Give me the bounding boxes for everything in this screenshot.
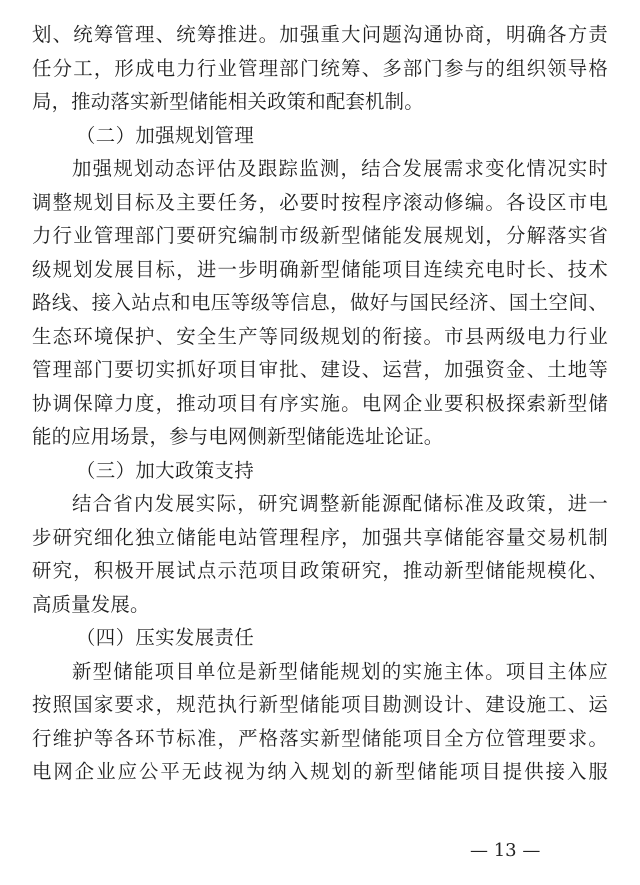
page-number: — 13 —: [470, 840, 541, 861]
text-line: 按照国家要求，规范执行新型储能项目勘测设计、建设施工、运: [32, 693, 608, 716]
text-line: 行维护等各环节标准，严格落实新型储能项目全方位管理要求。: [32, 726, 608, 750]
text-line: 生态环境保护、安全生产等同级规划的衔接。市县两级电力行业: [32, 324, 608, 348]
text-line: 划、统筹管理、统筹推进。加强重大问题沟通协商，明确各方责: [32, 23, 608, 46]
text-line: 能的应用场景，参与电网侧新型储能选址论证。: [32, 425, 444, 448]
text-line: 高质量发展。: [32, 592, 150, 616]
section-heading-2: （二）加强规划管理: [76, 123, 255, 147]
text-line: 新型储能项目单位是新型储能规划的实施主体。项目主体应: [72, 659, 608, 683]
section-heading-4: （四）压实发展责任: [76, 626, 255, 649]
paragraph-intro: [32, 18, 608, 119]
text-line: 级规划发展目标，进一步明确新型储能项目连续充电时长、技术: [32, 257, 608, 281]
section-heading-3: （三）加大政策支持: [76, 458, 255, 482]
text-line: 结合省内发展实际，研究调整新能源配储标准及政策，进一: [72, 492, 608, 515]
text-line: 协调保障力度，推动项目有序实施。电网企业要积极探索新型储: [32, 391, 608, 415]
text-line: 加强规划动态评估及跟踪监测，结合发展需求变化情况实时: [72, 157, 608, 180]
document-body: [32, 18, 608, 789]
text-line: 力行业管理部门要研究编制市级新型储能发展规划，分解落实省: [32, 224, 608, 247]
text-line: 研究，积极开展试点示范项目政策研究，推动新型储能规模化、: [32, 559, 608, 582]
text-line: 局，推动落实新型储能相关政策和配套机制。: [32, 90, 424, 113]
text-line: 电网企业应公平无歧视为纳入规划的新型储能项目提供接入服: [32, 760, 608, 783]
text-line: 调整规划目标及主要任务，必要时按程序滚动修编。各设区市电: [32, 190, 608, 214]
text-line: 任分工，形成电力行业管理部门统筹、多部门参与的组织领导格: [32, 56, 608, 80]
text-line: 步研究细化独立储能电站管理程序，加强共享储能容量交易机制: [32, 525, 608, 549]
text-line: 路线、接入站点和电压等级等信息，做好与国民经济、国土空间、: [32, 291, 608, 314]
paragraph-section-3: [32, 487, 608, 621]
text-line: 管理部门要切实抓好项目审批、建设、运营，加强资金、土地等: [32, 358, 608, 381]
paragraph-section-2: [32, 152, 608, 454]
paragraph-section-4: [32, 655, 608, 789]
